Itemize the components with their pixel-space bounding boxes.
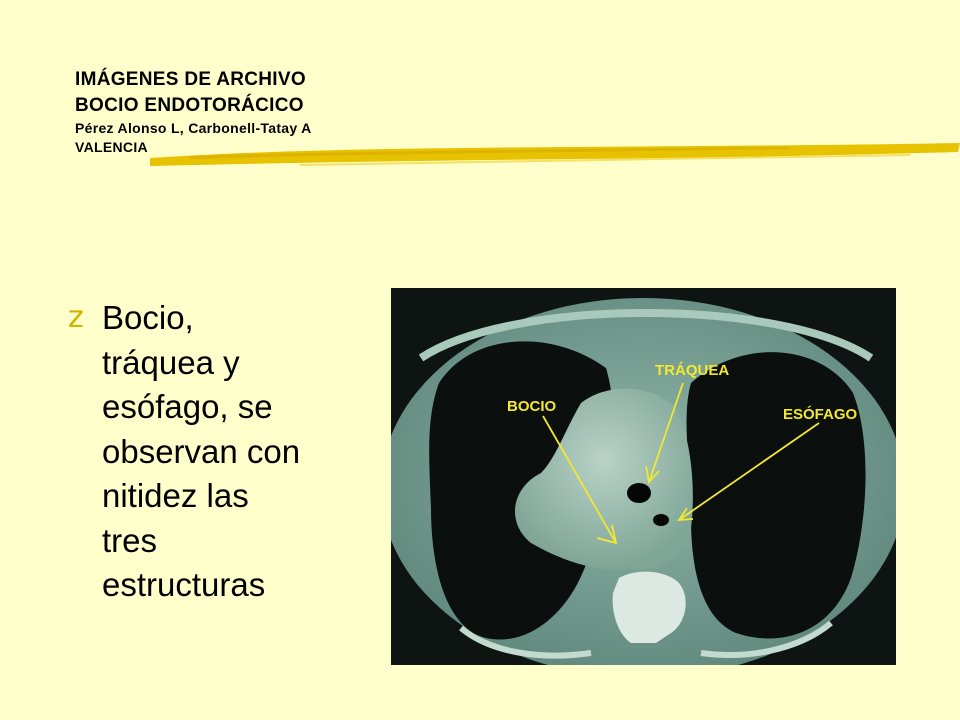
header-line-3: Pérez Alonso L, Carbonell-Tatay A: [75, 120, 312, 136]
ct-scan-drawing: [391, 288, 896, 665]
esophagus-lumen: [653, 514, 669, 526]
bullet-text: Bocio, tráquea y esófago, se observan con nitidez las tres estructuras: [102, 299, 301, 603]
bullet-marker-icon: z: [68, 300, 84, 335]
header-line-1: IMÁGENES DE ARCHIVO: [75, 69, 306, 90]
label-esofago: ESÓFAGO: [783, 406, 858, 423]
bullet-item: [68, 296, 358, 608]
brush-stroke-decoration: [150, 136, 960, 176]
label-bocio: BOCIO: [507, 398, 557, 415]
header-line-4: VALENCIA: [75, 139, 148, 155]
label-traquea: TRÁQUEA: [655, 362, 730, 379]
ct-scan-image: [391, 288, 896, 665]
header-line-2: BOCIO ENDOTORÁCICO: [75, 95, 304, 116]
trachea-lumen: [627, 483, 651, 503]
